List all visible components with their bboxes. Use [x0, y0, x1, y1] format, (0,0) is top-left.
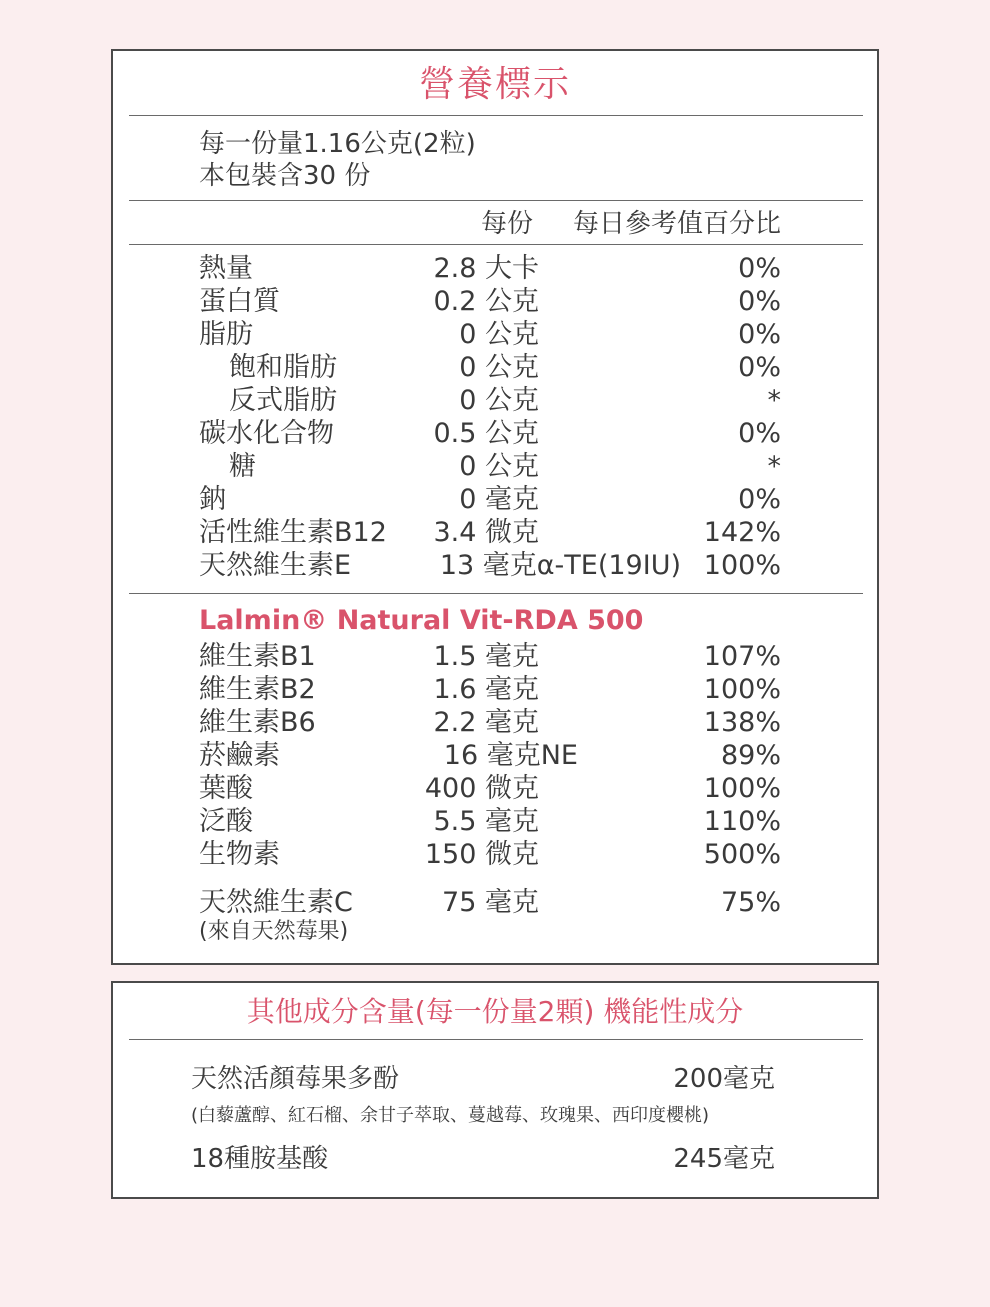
serving-size: 每一份量1.16公克(2粒) [199, 129, 476, 159]
nutrient-amount: 16 毫克NE [443, 740, 578, 771]
ingredient-amount: 245毫克 [673, 1144, 775, 1174]
nutrient-amount: 0.2 公克 [433, 286, 539, 317]
nutrient-name: 天然維生素E [199, 550, 352, 581]
vitamin-c-name: 天然維生素C [199, 887, 353, 918]
vitamin-c-note: (來自天然莓果) [199, 919, 349, 944]
nutrient-name: 活性維生素B12 [199, 517, 387, 548]
ingredient-sources: (白藜蘆醇、紅石榴、余甘子萃取、蔓越莓、玫瑰果、西印度櫻桃) [191, 1105, 710, 1126]
nutrient-name: 反式脂肪 [229, 385, 337, 416]
other-ingredients-title: 其他成分含量(每一份量2顆) 機能性成分 [246, 995, 744, 1028]
nutrient-amount: 3.4 微克 [433, 517, 539, 548]
header-daily-percent: 每日參考值百分比 [572, 209, 781, 239]
nutrient-name: 葉酸 [199, 773, 253, 804]
nutrient-daily-percent: 0% [738, 418, 781, 449]
nutrient-amount: 5.5 毫克 [433, 806, 539, 837]
nutrient-name: 泛酸 [199, 806, 253, 837]
vitamin-c-amount: 75 毫克 [442, 887, 539, 918]
nutrient-daily-percent: 138% [703, 707, 781, 738]
vitamin-c-percent: 75% [720, 887, 781, 918]
nutrient-daily-percent: 0% [738, 286, 781, 317]
nutrient-amount: 150 微克 [424, 839, 539, 870]
nutrient-daily-percent: 100% [703, 674, 781, 705]
divider [129, 200, 863, 201]
nutrient-name: 脂肪 [199, 319, 253, 350]
nutrient-name: 鈉 [199, 484, 226, 515]
brand-heading: Lalmin® Natural Vit-RDA 500 [199, 605, 644, 636]
nutrient-daily-percent: 89% [720, 740, 781, 771]
nutrient-amount: 13 毫克α-TE(19IU) [439, 550, 681, 581]
nutrient-name: 熱量 [199, 253, 253, 284]
nutrition-facts-panel [111, 49, 879, 965]
nutrient-amount: 2.8 大卡 [433, 253, 539, 284]
nutrient-amount: 0 公克 [459, 352, 539, 383]
nutrient-amount: 400 微克 [424, 773, 539, 804]
ingredient-name: 18種胺基酸 [191, 1144, 329, 1174]
nutrient-name: 生物素 [199, 839, 280, 870]
nutrient-daily-percent: 100% [703, 550, 781, 581]
nutrient-daily-percent: * [767, 451, 781, 482]
servings-per-pack: 本包裝含30 份 [199, 161, 371, 191]
nutrient-amount: 0 公克 [459, 451, 539, 482]
nutrient-amount: 0.5 公克 [433, 418, 539, 449]
nutrient-name: 碳水化合物 [199, 418, 334, 449]
ingredient-amount: 200毫克 [673, 1064, 775, 1094]
nutrient-daily-percent: 0% [738, 253, 781, 284]
header-per-serving: 每份 [481, 209, 534, 239]
nutrient-name: 維生素B2 [199, 674, 316, 705]
nutrient-amount: 0 公克 [459, 319, 539, 350]
nutrient-amount: 0 公克 [459, 385, 539, 416]
ingredient-name: 天然活顏莓果多酚 [191, 1064, 400, 1094]
nutrient-amount: 2.2 毫克 [433, 707, 539, 738]
nutrient-daily-percent: 142% [703, 517, 781, 548]
nutrient-name: 蛋白質 [199, 286, 280, 317]
nutrient-name: 維生素B1 [199, 641, 316, 672]
nutrient-daily-percent: 0% [738, 352, 781, 383]
nutrient-daily-percent: * [767, 385, 781, 416]
divider [129, 1039, 863, 1040]
nutrient-daily-percent: 100% [703, 773, 781, 804]
nutrient-name: 糖 [229, 451, 256, 482]
nutrient-amount: 1.6 毫克 [433, 674, 539, 705]
nutrient-daily-percent: 107% [703, 641, 781, 672]
divider [129, 244, 863, 245]
nutrient-name: 飽和脂肪 [229, 352, 337, 383]
nutrient-name: 菸鹼素 [199, 740, 280, 771]
divider [129, 115, 863, 116]
nutrient-amount: 1.5 毫克 [433, 641, 539, 672]
nutrition-title: 營養標示 [418, 64, 571, 105]
nutrient-daily-percent: 110% [703, 806, 781, 837]
nutrient-daily-percent: 500% [703, 839, 781, 870]
divider [129, 593, 863, 594]
other-ingredients-panel [111, 981, 879, 1199]
nutrient-daily-percent: 0% [738, 484, 781, 515]
nutrient-daily-percent: 0% [738, 319, 781, 350]
nutrient-name: 維生素B6 [199, 707, 316, 738]
nutrient-amount: 0 毫克 [459, 484, 539, 515]
